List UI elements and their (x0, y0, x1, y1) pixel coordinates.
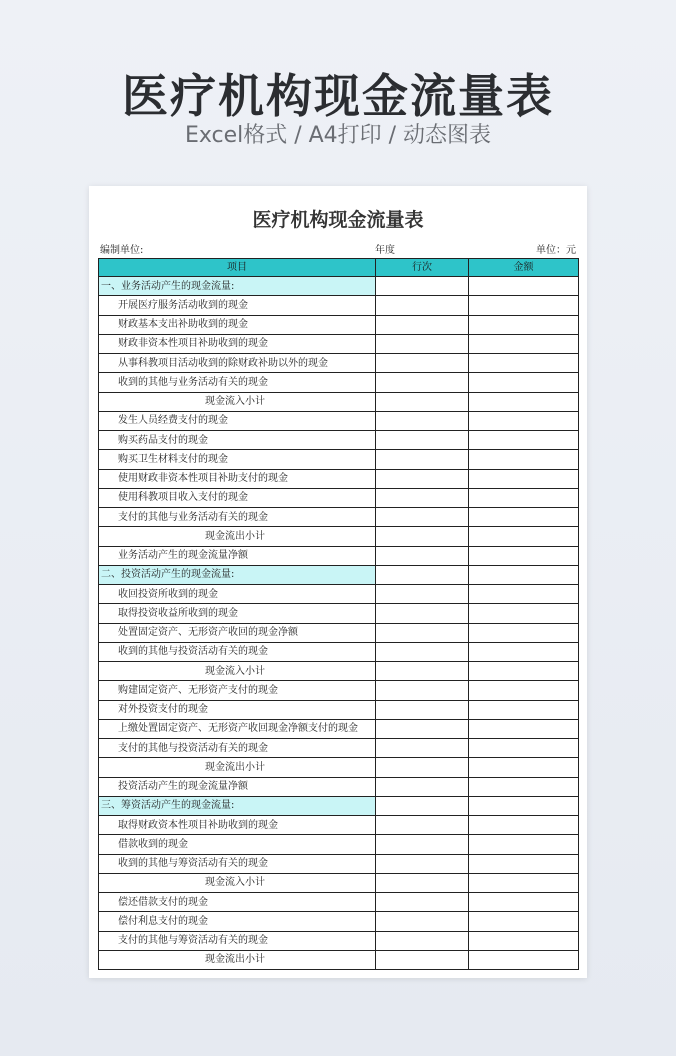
line-no-cell[interactable] (376, 950, 469, 969)
subtotal-row (99, 873, 579, 892)
table-row (99, 893, 579, 912)
amount-cell[interactable] (469, 546, 579, 565)
line-no-cell[interactable] (376, 334, 469, 353)
item-cell[interactable]: 发生人员经费支付的现金 (99, 411, 376, 430)
table-row (99, 739, 579, 758)
table-row (99, 816, 579, 835)
header-amount: 金额 (469, 259, 579, 277)
line-no-cell[interactable] (376, 816, 469, 835)
item-cell[interactable]: 二、投资活动产生的现金流量: (99, 565, 376, 584)
line-no-cell[interactable] (376, 912, 469, 931)
item-cell[interactable]: 从事科教项目活动收到的除财政补助以外的现金 (99, 354, 376, 373)
item-cell[interactable]: 对外投资支付的现金 (99, 700, 376, 719)
table-row (99, 854, 579, 873)
line-no-cell[interactable] (376, 623, 469, 642)
line-no-cell[interactable] (376, 411, 469, 430)
table-row (99, 315, 579, 334)
line-no-cell[interactable] (376, 835, 469, 854)
amount-cell[interactable] (469, 719, 579, 738)
header-item: 项目 (99, 259, 376, 277)
amount-cell[interactable] (469, 950, 579, 969)
line-no-cell[interactable] (376, 277, 469, 296)
amount-cell[interactable] (469, 912, 579, 931)
table-row (99, 835, 579, 854)
subtotal-row (99, 527, 579, 546)
line-no-cell[interactable] (376, 315, 469, 334)
line-no-cell[interactable] (376, 681, 469, 700)
amount-cell[interactable] (469, 700, 579, 719)
line-no-cell[interactable] (376, 565, 469, 584)
amount-cell[interactable] (469, 931, 579, 950)
amount-cell[interactable] (469, 681, 579, 700)
item-cell[interactable]: 现金流入小计 (99, 662, 376, 681)
spreadsheet-preview (89, 186, 587, 978)
line-no-cell[interactable] (376, 373, 469, 392)
table-body (99, 277, 579, 970)
line-no-cell[interactable] (376, 777, 469, 796)
table-row (99, 719, 579, 738)
sheet-title: 医疗机构现金流量表 (252, 209, 424, 231)
line-no-cell[interactable] (376, 893, 469, 912)
amount-cell[interactable] (469, 873, 579, 892)
item-cell[interactable]: 取得投资收益所收到的现金 (99, 604, 376, 623)
line-no-cell[interactable] (376, 450, 469, 469)
item-cell[interactable]: 购买药品支付的现金 (99, 431, 376, 450)
amount-cell[interactable] (469, 565, 579, 584)
line-no-cell[interactable] (376, 431, 469, 450)
item-cell[interactable]: 一、业务活动产生的现金流量: (99, 277, 376, 296)
line-no-cell[interactable] (376, 296, 469, 315)
section-row (99, 277, 579, 296)
line-no-cell[interactable] (376, 700, 469, 719)
table-header-row (99, 259, 579, 277)
line-no-cell[interactable] (376, 604, 469, 623)
line-no-cell[interactable] (376, 585, 469, 604)
reporting-unit-label: 编制单位: (100, 245, 144, 256)
item-cell[interactable]: 现金流出小计 (99, 527, 376, 546)
item-cell[interactable]: 支付的其他与业务活动有关的现金 (99, 508, 376, 527)
table-row (99, 700, 579, 719)
item-cell[interactable]: 支付的其他与投资活动有关的现金 (99, 739, 376, 758)
amount-cell[interactable] (469, 392, 579, 411)
banner-subtitle: Excel格式 / A4打印 / 动态图表 (184, 123, 492, 148)
line-no-cell[interactable] (376, 873, 469, 892)
item-cell[interactable]: 上缴处置固定资产、无形资产收回现金净额支付的现金 (99, 719, 376, 738)
item-cell[interactable]: 取得财政资本性项目补助收到的现金 (99, 816, 376, 835)
amount-cell[interactable] (469, 854, 579, 873)
table-row (99, 585, 579, 604)
amount-cell[interactable] (469, 527, 579, 546)
amount-cell[interactable] (469, 604, 579, 623)
item-cell[interactable]: 三、筹资活动产生的现金流量: (99, 796, 376, 815)
item-cell[interactable]: 现金流出小计 (99, 950, 376, 969)
table-row (99, 912, 579, 931)
line-no-cell[interactable] (376, 546, 469, 565)
amount-cell[interactable] (469, 796, 579, 815)
table-row (99, 296, 579, 315)
item-cell[interactable]: 投资活动产生的现金流量净额 (99, 777, 376, 796)
amount-cell[interactable] (469, 777, 579, 796)
amount-cell[interactable] (469, 354, 579, 373)
amount-cell[interactable] (469, 662, 579, 681)
cash-flow-table (98, 258, 579, 970)
item-cell[interactable]: 收到的其他与投资活动有关的现金 (99, 642, 376, 661)
item-cell[interactable]: 收到的其他与筹资活动有关的现金 (99, 854, 376, 873)
table-row (99, 604, 579, 623)
section-row (99, 796, 579, 815)
item-cell[interactable]: 财政基本支出补助收到的现金 (99, 315, 376, 334)
item-cell[interactable]: 现金流出小计 (99, 758, 376, 777)
amount-cell[interactable] (469, 893, 579, 912)
amount-cell[interactable] (469, 739, 579, 758)
amount-cell[interactable] (469, 758, 579, 777)
item-cell[interactable]: 使用科教项目收入支付的现金 (99, 488, 376, 507)
item-cell[interactable]: 财政非资本性项目补助收到的现金 (99, 334, 376, 353)
item-cell[interactable]: 借款收到的现金 (99, 835, 376, 854)
line-no-cell[interactable] (376, 739, 469, 758)
line-no-cell[interactable] (376, 469, 469, 488)
amount-cell[interactable] (469, 373, 579, 392)
line-no-cell[interactable] (376, 719, 469, 738)
line-no-cell[interactable] (376, 392, 469, 411)
table-row (99, 373, 579, 392)
item-cell[interactable]: 收到的其他与业务活动有关的现金 (99, 373, 376, 392)
amount-cell[interactable] (469, 411, 579, 430)
table-row (99, 450, 579, 469)
line-no-cell[interactable] (376, 527, 469, 546)
line-no-cell[interactable] (376, 854, 469, 873)
line-no-cell[interactable] (376, 931, 469, 950)
item-cell[interactable]: 业务活动产生的现金流量净额 (99, 546, 376, 565)
amount-cell[interactable] (469, 642, 579, 661)
line-no-cell[interactable] (376, 354, 469, 373)
table-row (99, 546, 579, 565)
amount-cell[interactable] (469, 488, 579, 507)
amount-cell[interactable] (469, 315, 579, 334)
table-row (99, 623, 579, 642)
item-cell[interactable]: 购建固定资产、无形资产支付的现金 (99, 681, 376, 700)
table-row (99, 931, 579, 950)
item-cell[interactable]: 处置固定资产、无形资产收回的现金净额 (99, 623, 376, 642)
item-cell[interactable]: 购买卫生材料支付的现金 (99, 450, 376, 469)
table-row (99, 508, 579, 527)
item-cell[interactable]: 开展医疗服务活动收到的现金 (99, 296, 376, 315)
amount-cell[interactable] (469, 277, 579, 296)
amount-cell[interactable] (469, 469, 579, 488)
amount-cell[interactable] (469, 585, 579, 604)
item-cell[interactable]: 偿还借款支付的现金 (99, 893, 376, 912)
item-cell[interactable]: 收回投资所收到的现金 (99, 585, 376, 604)
section-row (99, 565, 579, 584)
currency-unit-label: 单位：元 (536, 245, 576, 256)
table-row (99, 469, 579, 488)
line-no-cell[interactable] (376, 758, 469, 777)
year-label: 年度 (375, 245, 395, 256)
subtotal-row (99, 662, 579, 681)
item-cell[interactable]: 使用财政非资本性项目补助支付的现金 (99, 469, 376, 488)
amount-cell[interactable] (469, 835, 579, 854)
amount-cell[interactable] (469, 431, 579, 450)
line-no-cell[interactable] (376, 796, 469, 815)
table-row (99, 777, 579, 796)
table-row (99, 488, 579, 507)
amount-cell[interactable] (469, 623, 579, 642)
amount-cell[interactable] (469, 450, 579, 469)
table-row (99, 642, 579, 661)
header-line-no: 行次 (376, 259, 469, 277)
line-no-cell[interactable] (376, 662, 469, 681)
table-row (99, 681, 579, 700)
line-no-cell[interactable] (376, 642, 469, 661)
table-row (99, 354, 579, 373)
subtotal-row (99, 950, 579, 969)
line-no-cell[interactable] (376, 508, 469, 527)
amount-cell[interactable] (469, 334, 579, 353)
item-cell[interactable]: 支付的其他与筹资活动有关的现金 (99, 931, 376, 950)
item-cell[interactable]: 现金流入小计 (99, 392, 376, 411)
subtotal-row (99, 758, 579, 777)
amount-cell[interactable] (469, 296, 579, 315)
line-no-cell[interactable] (376, 488, 469, 507)
table-row (99, 431, 579, 450)
table-row (99, 411, 579, 430)
item-cell[interactable]: 偿付利息支付的现金 (99, 912, 376, 931)
banner-title: 医疗机构现金流量表 (122, 69, 554, 123)
table-row (99, 334, 579, 353)
amount-cell[interactable] (469, 816, 579, 835)
item-cell[interactable]: 现金流入小计 (99, 873, 376, 892)
subtotal-row (99, 392, 579, 411)
amount-cell[interactable] (469, 508, 579, 527)
